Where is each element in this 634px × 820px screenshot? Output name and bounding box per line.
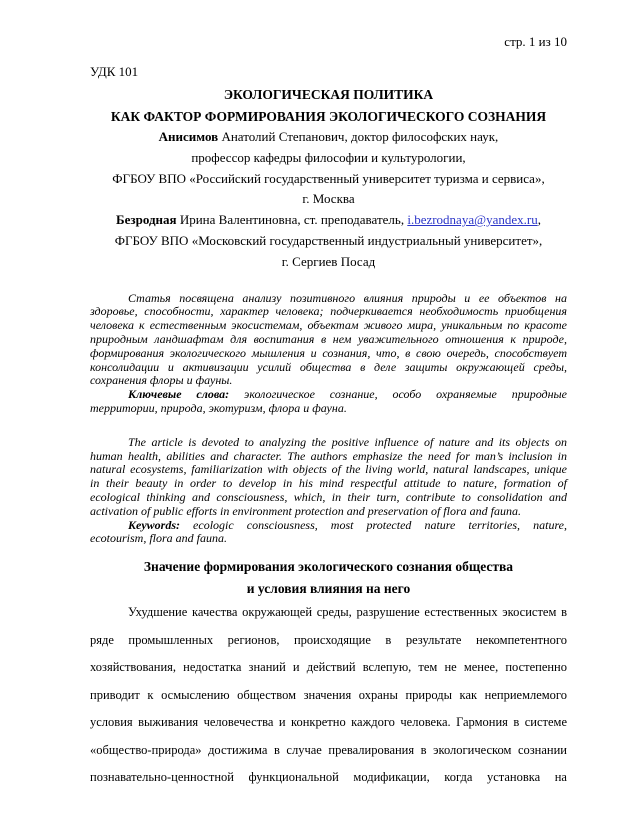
article-title-line-1: ЭКОЛОГИЧЕСКАЯ ПОЛИТИКА — [223, 87, 434, 102]
abstract-ru-line — [90, 305, 567, 319]
abstract-en-line — [90, 491, 567, 505]
text-segment: природным ландшафтам для воспитания в нем уважительного отношения к природе, — [90, 331, 567, 346]
keywords-english — [90, 519, 567, 547]
abstract-ru-line — [90, 374, 567, 388]
section-heading-line-2: и условия влияния на него — [246, 580, 411, 596]
text-segment: ФГБОУ ВПО «Российский государственный университет туризма и сервиса», — [112, 170, 545, 186]
text-segment: познавательно-ценностной функциональной модификации, когда установка на — [90, 770, 567, 785]
keywords-en-line — [90, 532, 567, 546]
section-heading-line-1: Значение формирования экологического сознания общества — [143, 559, 514, 575]
text-segment: консолидации и активизации усилий общества в деле защиты окружающей среды, — [90, 359, 567, 374]
bold-lead-text: Анисимов — [158, 129, 219, 144]
body-text-line — [90, 709, 567, 737]
text-segment: территории, природа, экотуризм, флора и фауна. — [90, 400, 347, 415]
text-segment: здоровье, способности, характер человека; подчеркивается необходимость приобщения — [90, 304, 567, 319]
abstract-en-line — [90, 463, 567, 477]
abstract-english — [90, 436, 567, 519]
text-segment: Ирина Валентиновна, ст. преподаватель, — [176, 212, 408, 228]
abstract-ru-line — [90, 292, 567, 306]
section-heading — [90, 556, 567, 599]
bold-lead-text: Keywords: — [128, 517, 180, 532]
body-text-line — [90, 654, 567, 682]
text-segment: сохранения флоры и фауны. — [90, 373, 233, 388]
page-number: стр. 1 из 10 — [504, 34, 567, 49]
text-segment: human health, abilities and character. The authors emphasize the need for man’s inclusion in — [90, 448, 567, 463]
abstract-en-line — [90, 436, 567, 450]
article-title — [90, 84, 567, 127]
text-segment: Анатолий Степанович, доктор философских наук, — [218, 129, 499, 144]
body-paragraph — [90, 599, 567, 792]
text-segment: The article is devoted to analyzing the positive influence of nature and its objects on — [128, 434, 567, 449]
author-line — [90, 148, 567, 169]
keywords-ru-line — [90, 388, 567, 402]
keywords-en-line — [90, 519, 567, 533]
text-segment: , — [537, 212, 541, 228]
text-segment: «общество-природа» достижима в случае превалирования в экологическом сознании — [90, 742, 567, 757]
author-line — [90, 252, 567, 273]
abstract-ru-line — [90, 319, 567, 333]
keywords-russian — [90, 388, 567, 416]
text-segment: ecotourism, flora and fauna. — [90, 531, 227, 546]
author-line — [90, 169, 567, 190]
text-segment: ecological thinking and consciousness, which, in their turn, contribute to consolidation and — [90, 489, 567, 504]
text-segment: г. Сергиев Посад — [281, 253, 376, 269]
abstract-ru-line — [90, 333, 567, 347]
text-segment: natural ecosystems, familiarization with objects of the living world, natural landscapes, unique — [90, 462, 567, 477]
text-segment: Статья посвящена анализу позитивного влияния природы и ее объектов на — [128, 290, 567, 305]
text-segment: ecologic consciousness, most protected nature territories, nature, — [180, 517, 567, 532]
author-line — [90, 210, 567, 231]
body-text-line — [90, 737, 567, 765]
email-link[interactable]: i.bezrodnaya@yandex.ru — [407, 212, 538, 228]
text-segment: экологическое сознание, особо охраняемые природные — [229, 387, 568, 402]
udk-code: УДК 101 — [90, 64, 139, 79]
text-segment: activation of public efforts in environment protection and preservation of flora and fauna. — [90, 503, 521, 518]
text-segment: г. Москва — [302, 191, 355, 207]
text-segment: профессор кафедры философии и культурологии, — [191, 149, 466, 165]
abstract-ru-line — [90, 347, 567, 361]
author-line — [90, 189, 567, 210]
abstract-ru-line — [90, 361, 567, 375]
author-line — [90, 127, 567, 148]
bold-lead-text: Безродная — [116, 212, 177, 228]
body-text-line — [90, 627, 567, 655]
body-text-line — [90, 599, 567, 627]
keywords-ru-line — [90, 402, 567, 416]
text-segment: условия выживания человечества и конкретно каждого человека. Гармония в системе — [90, 715, 567, 730]
text-segment: человека к естественным экосистемам, объектам живого мира, уникальным по красоте — [90, 318, 567, 333]
text-segment: ФГБОУ ВПО «Московский государственный индустриальный университет», — [114, 232, 543, 248]
author-line — [90, 231, 567, 252]
abstract-en-line — [90, 477, 567, 491]
text-segment: in their beauty in order to develop in his mind respectful attitude to nature, formation of — [90, 476, 567, 491]
text-segment: ряде промышленных регионов, происходящие в результате некомпетентного — [90, 632, 567, 647]
abstract-en-line — [90, 450, 567, 464]
text-segment: хозяйствования, недостатка знаний и действий вслепую, тем не менее, постепенно — [90, 660, 567, 675]
text-segment: формирования экологического мышления и сознания, что, в свою очередь, способствует — [90, 345, 567, 360]
bold-lead-text: Ключевые слова: — [128, 387, 230, 402]
text-segment: Ухудшение качества окружающей среды, разрушение естественных экосистем в — [128, 605, 567, 620]
body-text-line — [90, 682, 567, 710]
body-text-line — [90, 764, 567, 792]
abstract-russian — [90, 292, 567, 389]
text-segment: приводит к осмыслению обществом значения охраны природы как неприемлемого — [90, 687, 567, 702]
article-title-line-2: КАК ФАКТОР ФОРМИРОВАНИЯ ЭКОЛОГИЧЕСКОГО СОЗНАНИЯ — [110, 108, 547, 124]
abstract-en-line — [90, 505, 567, 519]
authors-block — [90, 127, 567, 273]
